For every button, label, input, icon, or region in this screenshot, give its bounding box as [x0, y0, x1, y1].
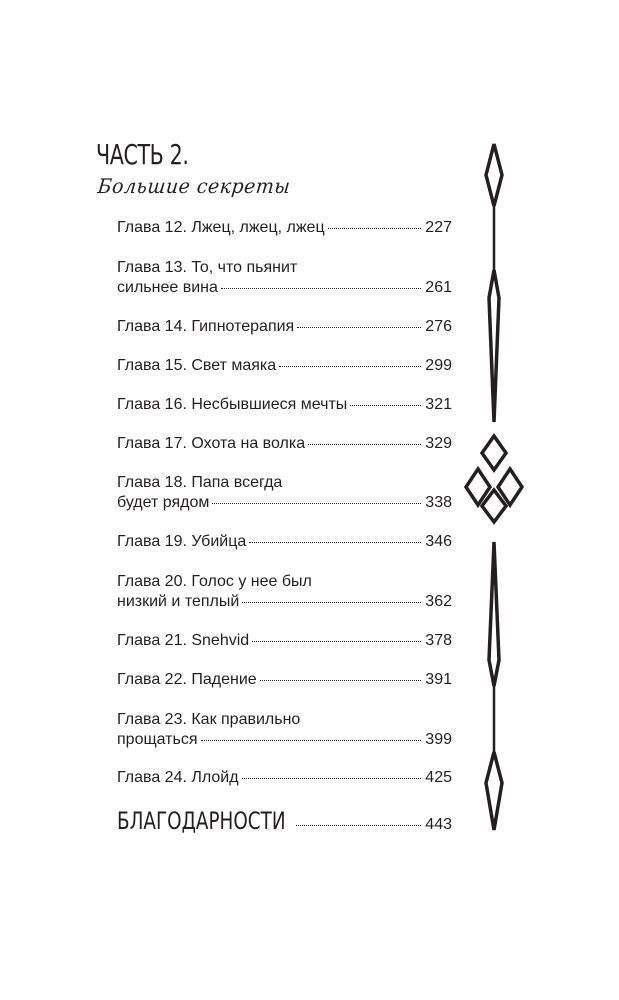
dot-leader — [350, 405, 421, 406]
dot-leader — [201, 740, 422, 741]
toc-entry-title: Глава 23. Как правильно — [117, 711, 301, 728]
toc-entry-chapter-18[interactable] — [117, 473, 452, 513]
dot-leader — [242, 778, 422, 779]
toc-entry-page: 346 — [425, 533, 452, 550]
toc-entry-title: Глава 15. Свет маяка — [117, 357, 277, 374]
toc-entry-chapter-17[interactable] — [117, 434, 452, 454]
dot-leader — [252, 641, 421, 642]
dot-leader — [221, 288, 421, 289]
dot-leader — [308, 444, 421, 445]
toc-entry-page: 362 — [425, 593, 452, 610]
toc-entry-chapter-12[interactable] — [117, 218, 452, 238]
toc-entry-title: Глава 18. Папа всегда — [117, 474, 283, 491]
toc-entry-page: 329 — [425, 435, 452, 452]
toc-entry-page: 378 — [425, 632, 452, 649]
decorative-ornament-icon — [455, 130, 535, 850]
toc-entry-page: 227 — [425, 219, 452, 236]
toc-entry-chapter-23[interactable] — [117, 710, 452, 750]
toc-entry-title: Глава 20. Голос у нее был — [117, 573, 312, 590]
toc-entry-chapter-15[interactable] — [117, 356, 452, 376]
toc-entry-title: Глава 22. Падение — [117, 671, 257, 688]
toc-entry-title-cont: будет рядом — [117, 494, 210, 511]
acknowledgements-title: БЛАГОДАРНОСТИ — [117, 807, 286, 835]
toc-entry-chapter-20[interactable] — [117, 572, 452, 612]
toc-entry-page: 276 — [425, 318, 452, 335]
dot-leader — [260, 680, 422, 681]
toc-entry-page: 338 — [425, 494, 452, 511]
toc-entry-page: 299 — [425, 357, 452, 374]
toc-entry-chapter-19[interactable] — [117, 532, 452, 552]
dot-leader — [296, 825, 421, 826]
toc-entry-page: 321 — [425, 396, 452, 413]
part-title: ЧАСТЬ 2. — [96, 138, 189, 171]
toc-entry-title: Глава 13. То, что пьянит — [117, 259, 298, 276]
dot-leader — [249, 542, 421, 543]
dot-leader — [242, 602, 421, 603]
dot-leader — [212, 503, 421, 504]
toc-entry-chapter-16[interactable] — [117, 395, 452, 415]
toc-entry-title: Глава 12. Лжец, лжец, лжец — [117, 219, 325, 236]
toc-entry-page: 261 — [425, 279, 452, 296]
toc-entry-acknowledgements[interactable] — [117, 807, 452, 835]
acknowledgements-page: 443 — [425, 816, 452, 833]
toc-entry-title: Глава 19. Убийца — [117, 533, 247, 550]
toc-entry-title: Глава 14. Гипнотерапия — [117, 318, 295, 335]
toc-entry-title-cont: сильнее вина — [117, 279, 218, 296]
toc-entry-title: Глава 17. Охота на волка — [117, 435, 306, 452]
toc-entry-page: 391 — [425, 671, 452, 688]
toc-entry-page: 399 — [425, 731, 452, 748]
toc-entry-chapter-14[interactable] — [117, 317, 452, 337]
toc-entry-title-cont: прощаться — [117, 731, 198, 748]
toc-entry-chapter-13[interactable] — [117, 258, 452, 298]
toc-entry-chapter-24[interactable] — [117, 768, 452, 788]
part-subtitle: Большие секреты — [96, 174, 292, 198]
toc-entry-page: 425 — [425, 769, 452, 786]
toc-entry-title: Глава 21. Snehvid — [117, 632, 250, 649]
dot-leader — [328, 228, 422, 229]
toc-entry-chapter-22[interactable] — [117, 670, 452, 690]
dot-leader — [297, 327, 421, 328]
toc-entry-title-cont: низкий и теплый — [117, 593, 240, 610]
toc-entry-chapter-21[interactable] — [117, 631, 452, 651]
toc-entry-title: Глава 24. Ллойд — [117, 769, 239, 786]
toc-entry-title: Глава 16. Несбывшиеся мечты — [117, 396, 348, 413]
dot-leader — [279, 366, 421, 367]
